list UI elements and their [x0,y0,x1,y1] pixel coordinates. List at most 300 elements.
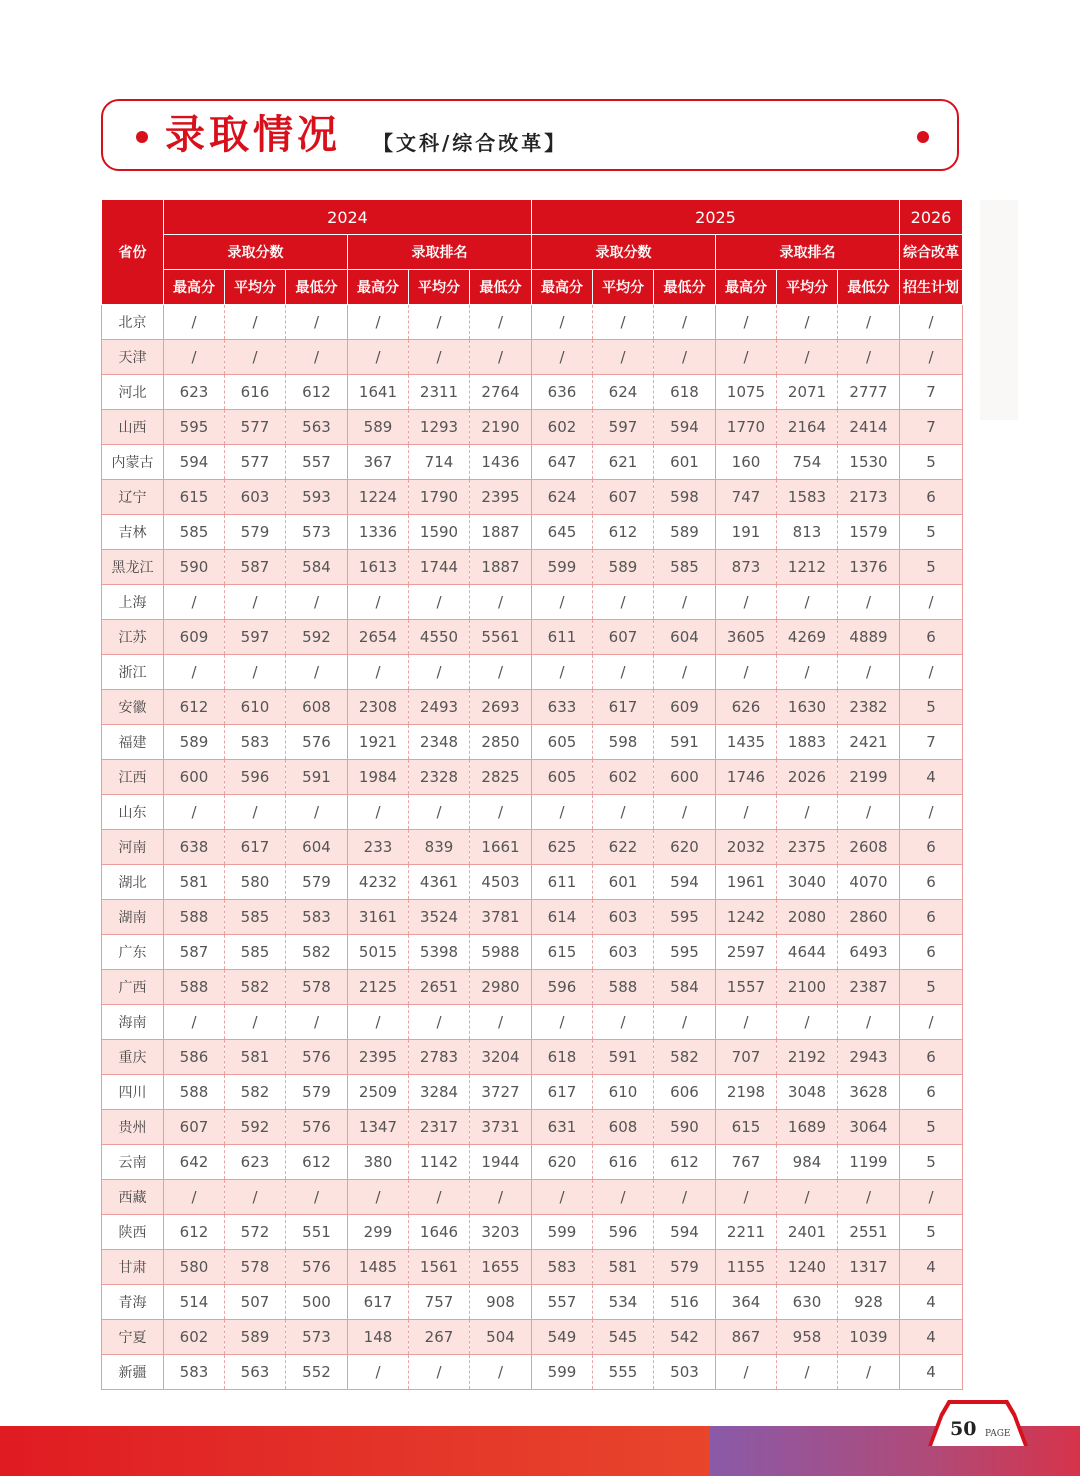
value-cell: / [286,1005,348,1040]
subcol-header: 平均分 [225,270,286,305]
province-cell: 广西 [102,970,164,1005]
value-cell: 500 [286,1285,348,1320]
value-cell: 2980 [470,970,532,1005]
value-cell: 1689 [777,1110,838,1145]
value-cell: 2654 [348,620,409,655]
value-cell: 584 [654,970,716,1005]
value-cell: 581 [593,1250,654,1285]
bullet-dot-icon [917,131,929,143]
value-cell: / [470,305,532,340]
value-cell: 583 [225,725,286,760]
value-cell: / [716,1005,777,1040]
value-cell: 604 [286,830,348,865]
value-cell: 617 [348,1285,409,1320]
subcol-header: 最高分 [164,270,225,305]
value-cell: 6 [900,480,963,515]
value-cell: / [470,1355,532,1390]
value-cell: 589 [164,725,225,760]
value-cell: 813 [777,515,838,550]
value-cell: 1744 [409,550,470,585]
province-cell: 天津 [102,340,164,375]
value-cell: 1646 [409,1215,470,1250]
section-subtitle: 【文科/综合改革】 [373,131,568,155]
value-cell: 4232 [348,865,409,900]
value-cell: 594 [654,410,716,445]
value-cell: 503 [654,1355,716,1390]
value-cell: 6 [900,900,963,935]
value-cell: 578 [225,1250,286,1285]
page-number: 50 [950,1418,977,1440]
value-cell: 160 [716,445,777,480]
value-cell: 577 [225,410,286,445]
value-cell: 580 [225,865,286,900]
value-cell: 2764 [470,375,532,410]
value-cell: 1485 [348,1250,409,1285]
value-cell: 618 [532,1040,593,1075]
value-cell: 958 [777,1320,838,1355]
value-cell: 5 [900,970,963,1005]
table-row [102,1355,963,1390]
value-cell: 589 [348,410,409,445]
table-row [102,445,963,480]
value-cell: 585 [225,935,286,970]
value-cell: 624 [593,375,654,410]
value-cell: 2943 [838,1040,900,1075]
value-cell: / [532,655,593,690]
value-cell: 2860 [838,900,900,935]
value-cell: 588 [164,900,225,935]
value-cell: 611 [532,865,593,900]
province-cell: 四川 [102,1075,164,1110]
value-cell: / [348,1180,409,1215]
value-cell: 4889 [838,620,900,655]
value-cell: 148 [348,1320,409,1355]
value-cell: / [164,1005,225,1040]
value-cell: / [777,1355,838,1390]
value-cell: 1613 [348,550,409,585]
value-cell: 588 [593,970,654,1005]
value-cell: 1347 [348,1110,409,1145]
province-cell: 西藏 [102,1180,164,1215]
value-cell: 563 [225,1355,286,1390]
section-title: 录取情况 [165,112,341,158]
value-cell: 267 [409,1320,470,1355]
value-cell: 2375 [777,830,838,865]
value-cell: 5 [900,690,963,725]
table-row [102,725,963,760]
value-cell: / [593,340,654,375]
value-cell: 606 [654,1075,716,1110]
value-cell: 614 [532,900,593,935]
value-cell: 594 [654,1215,716,1250]
value-cell: 2164 [777,410,838,445]
value-cell: 1199 [838,1145,900,1180]
value-cell: / [532,795,593,830]
value-cell: 608 [593,1110,654,1145]
value-cell: 610 [225,690,286,725]
footer-bar [0,1426,1080,1476]
value-cell: 618 [654,375,716,410]
value-cell: 609 [164,620,225,655]
value-cell: 380 [348,1145,409,1180]
value-cell: / [777,585,838,620]
value-cell: 1961 [716,865,777,900]
value-cell: 576 [286,1110,348,1145]
province-cell: 浙江 [102,655,164,690]
value-cell: 2597 [716,935,777,970]
value-cell: 594 [654,865,716,900]
value-cell: 2311 [409,375,470,410]
value-cell: 4503 [470,865,532,900]
value-cell: 3524 [409,900,470,935]
value-cell: 576 [286,1250,348,1285]
value-cell: / [409,1005,470,1040]
value-cell: 5 [900,1110,963,1145]
value-cell: 595 [654,935,716,970]
value-cell: 873 [716,550,777,585]
value-cell: 367 [348,445,409,480]
subcol-header: 最低分 [470,270,532,305]
value-cell: / [777,340,838,375]
value-cell: 6 [900,620,963,655]
province-cell: 云南 [102,1145,164,1180]
value-cell: / [286,795,348,830]
value-cell: / [409,305,470,340]
value-cell: 2026 [777,760,838,795]
value-cell: 2190 [470,410,532,445]
table-row [102,690,963,725]
value-cell: 1075 [716,375,777,410]
value-cell: 615 [716,1110,777,1145]
province-cell: 山东 [102,795,164,830]
value-cell: 625 [532,830,593,865]
value-cell: 583 [286,900,348,935]
value-cell: 577 [225,445,286,480]
value-cell: / [409,340,470,375]
value-cell: / [348,1005,409,1040]
province-cell: 湖北 [102,865,164,900]
value-cell: 1630 [777,690,838,725]
value-cell: 2382 [838,690,900,725]
value-cell: 603 [593,935,654,970]
value-cell: 612 [593,515,654,550]
province-cell: 陕西 [102,1215,164,1250]
value-cell: / [286,585,348,620]
subcol-header: 最低分 [654,270,716,305]
value-cell: 603 [593,900,654,935]
value-cell: 2328 [409,760,470,795]
table-row [102,410,963,445]
value-cell: 579 [286,865,348,900]
table-row [102,1040,963,1075]
value-cell: / [593,305,654,340]
value-cell: 867 [716,1320,777,1355]
value-cell: 4644 [777,935,838,970]
value-cell: 590 [654,1110,716,1145]
province-cell: 新疆 [102,1355,164,1390]
value-cell: 612 [164,690,225,725]
value-cell: 579 [225,515,286,550]
value-cell: / [654,1005,716,1040]
value-cell: 2387 [838,970,900,1005]
value-cell: / [164,795,225,830]
table-row [102,1110,963,1145]
value-cell: / [838,1355,900,1390]
value-cell: / [409,1355,470,1390]
value-cell: 3040 [777,865,838,900]
value-cell: 2308 [348,690,409,725]
table-row [102,1145,963,1180]
value-cell: 591 [286,760,348,795]
value-cell: 1435 [716,725,777,760]
value-cell: 1436 [470,445,532,480]
province-cell: 贵州 [102,1110,164,1145]
value-cell: 604 [654,620,716,655]
value-cell: 1242 [716,900,777,935]
value-cell: 7 [900,410,963,445]
value-cell: / [225,1005,286,1040]
value-cell: 585 [654,550,716,585]
table-row [102,620,963,655]
value-cell: 507 [225,1285,286,1320]
table-row [102,480,963,515]
value-cell: 3161 [348,900,409,935]
value-cell: / [348,305,409,340]
value-cell: 2100 [777,970,838,1005]
value-cell: 2693 [470,690,532,725]
value-cell: 299 [348,1215,409,1250]
subcol-header: 最高分 [716,270,777,305]
value-cell: 587 [225,550,286,585]
value-cell: / [225,585,286,620]
value-cell: 1590 [409,515,470,550]
value-cell: / [348,795,409,830]
value-cell: / [470,585,532,620]
table-row [102,585,963,620]
value-cell: / [164,585,225,620]
value-cell: 612 [654,1145,716,1180]
table-row [102,830,963,865]
value-cell: / [716,655,777,690]
value-cell: 2825 [470,760,532,795]
value-cell: 1530 [838,445,900,480]
section-title-box [101,99,959,171]
value-cell: 600 [164,760,225,795]
table-row [102,340,963,375]
value-cell: 593 [286,480,348,515]
value-cell: / [532,305,593,340]
value-cell: 2198 [716,1075,777,1110]
value-cell: 5988 [470,935,532,970]
value-cell: / [777,1180,838,1215]
value-cell: / [716,305,777,340]
value-cell: / [593,655,654,690]
value-cell: 617 [532,1075,593,1110]
value-cell: 5 [900,550,963,585]
value-cell: 3048 [777,1075,838,1110]
value-cell: 2125 [348,970,409,1005]
value-cell: 2509 [348,1075,409,1110]
value-cell: 612 [286,375,348,410]
value-cell: / [409,655,470,690]
value-cell: 2192 [777,1040,838,1075]
value-cell: / [286,340,348,375]
value-cell: 6 [900,1040,963,1075]
value-cell: 2199 [838,760,900,795]
value-cell: / [838,1005,900,1040]
value-cell: 1661 [470,830,532,865]
value-cell: 1224 [348,480,409,515]
value-cell: 579 [654,1250,716,1285]
value-cell: 2777 [838,375,900,410]
value-cell: / [532,585,593,620]
province-cell: 吉林 [102,515,164,550]
province-cell: 黑龙江 [102,550,164,585]
value-cell: 589 [654,515,716,550]
value-cell: 1583 [777,480,838,515]
value-cell: 4 [900,760,963,795]
value-cell: 984 [777,1145,838,1180]
province-header: 省份 [102,200,164,305]
value-cell: 598 [593,725,654,760]
value-cell: 2551 [838,1215,900,1250]
table-row [102,375,963,410]
value-cell: 2850 [470,725,532,760]
value-cell: 591 [593,1040,654,1075]
value-cell: 5398 [409,935,470,970]
value-cell: / [900,655,963,690]
value-cell: 602 [164,1320,225,1355]
value-cell: 576 [286,1040,348,1075]
table-body [102,305,963,1390]
table-row [102,1320,963,1355]
value-cell: 6 [900,935,963,970]
value-cell: 1887 [470,515,532,550]
value-cell: 582 [286,935,348,970]
value-cell: 514 [164,1285,225,1320]
province-cell: 内蒙古 [102,445,164,480]
value-cell: 622 [593,830,654,865]
value-cell: 605 [532,725,593,760]
value-cell: / [838,1180,900,1215]
value-cell: 2173 [838,480,900,515]
value-cell: 516 [654,1285,716,1320]
value-cell: 2783 [409,1040,470,1075]
table-row [102,655,963,690]
value-cell: 607 [164,1110,225,1145]
value-cell: 595 [654,900,716,935]
value-cell: 1142 [409,1145,470,1180]
value-cell: / [164,340,225,375]
value-cell: 599 [532,1215,593,1250]
value-cell: 7 [900,375,963,410]
value-cell: 1293 [409,410,470,445]
table-row [102,1180,963,1215]
value-cell: 581 [225,1040,286,1075]
value-cell: / [409,795,470,830]
value-cell: 1883 [777,725,838,760]
province-cell: 青海 [102,1285,164,1320]
value-cell: 2493 [409,690,470,725]
value-cell: 2414 [838,410,900,445]
value-cell: 6 [900,830,963,865]
value-cell: 555 [593,1355,654,1390]
value-cell: 589 [593,550,654,585]
subcol-header: 最高分 [348,270,409,305]
value-cell: 588 [164,1075,225,1110]
value-cell: 3203 [470,1215,532,1250]
value-cell: 364 [716,1285,777,1320]
value-cell: 599 [532,1355,593,1390]
province-cell: 河北 [102,375,164,410]
value-cell: 588 [164,970,225,1005]
subcol-header: 最低分 [838,270,900,305]
value-cell: 839 [409,830,470,865]
value-cell: 1376 [838,550,900,585]
value-cell: / [777,305,838,340]
value-cell: / [838,795,900,830]
table-header [102,200,963,305]
value-cell: 3204 [470,1040,532,1075]
value-cell: 630 [777,1285,838,1320]
value-cell: / [348,585,409,620]
value-cell: / [716,795,777,830]
value-cell: 4 [900,1285,963,1320]
value-cell: 2032 [716,830,777,865]
value-cell: 1155 [716,1250,777,1285]
value-cell: / [348,655,409,690]
value-cell: 586 [164,1040,225,1075]
value-cell: 5 [900,1215,963,1250]
value-cell: / [532,1005,593,1040]
value-cell: 5 [900,515,963,550]
value-cell: 602 [593,760,654,795]
value-cell: / [593,795,654,830]
group-header-score-2025: 录取分数 [532,235,716,270]
value-cell: 578 [286,970,348,1005]
value-cell: 601 [654,445,716,480]
value-cell: 582 [654,1040,716,1075]
table-row [102,1250,963,1285]
value-cell: 645 [532,515,593,550]
province-cell: 宁夏 [102,1320,164,1355]
value-cell: 608 [286,690,348,725]
value-cell: / [900,795,963,830]
value-cell: 587 [164,935,225,970]
year-header-2024: 2024 [164,200,532,235]
value-cell: 612 [286,1145,348,1180]
value-cell: 601 [593,865,654,900]
value-cell: 609 [654,690,716,725]
group-header-rank-2025: 录取排名 [716,235,900,270]
value-cell: 611 [532,620,593,655]
table-row [102,900,963,935]
province-cell: 广东 [102,935,164,970]
value-cell: 1984 [348,760,409,795]
value-cell: 3781 [470,900,532,935]
value-cell: 557 [286,445,348,480]
value-cell: 1336 [348,515,409,550]
subcol-header: 平均分 [777,270,838,305]
value-cell: 607 [593,620,654,655]
value-cell: 2421 [838,725,900,760]
value-cell: 2080 [777,900,838,935]
group-header-rank-2024: 录取排名 [348,235,532,270]
value-cell: 504 [470,1320,532,1355]
value-cell: 4 [900,1355,963,1390]
value-cell: 928 [838,1285,900,1320]
value-cell: 596 [593,1215,654,1250]
